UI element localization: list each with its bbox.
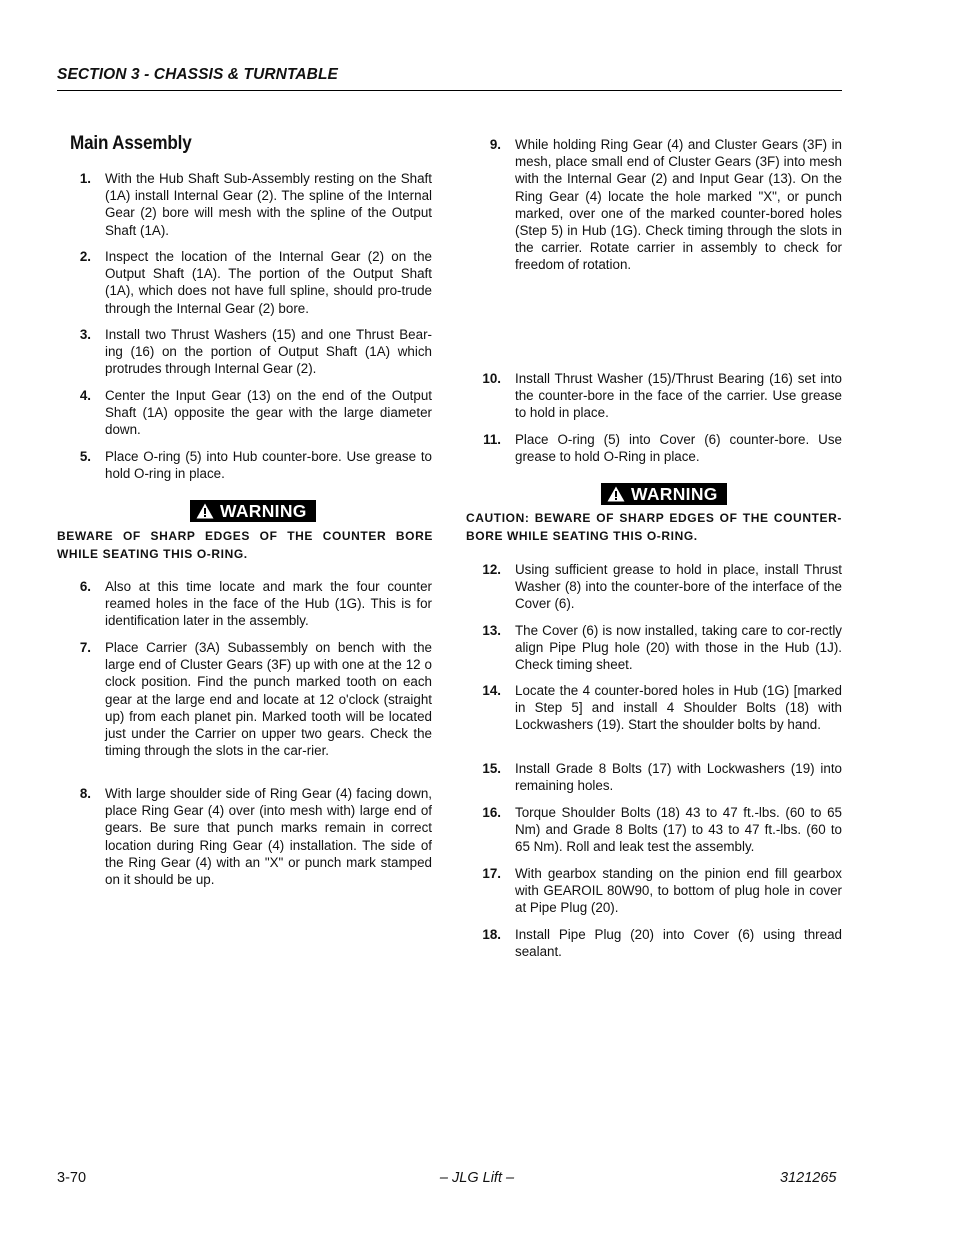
page-title: Main Assembly (70, 133, 192, 154)
step-number: 17. (482, 866, 501, 881)
step-number: 7. (79, 640, 91, 655)
step-text: Using sufficient grease to hold in place, install Thrust Washer (8) into the counter-bore of the interface of the Cover (6). (515, 562, 842, 612)
section-header (57, 66, 842, 91)
step-text: Place O-ring (5) into Cover (6) counter-bore. Use grease to hold O-Ring in place. (515, 432, 842, 465)
step-number: 18. (482, 927, 501, 942)
footer-brand: – JLG Lift – (439, 1170, 515, 1186)
step-text: Install Pipe Plug (20) into Cover (6) using thread sealant. (515, 927, 842, 960)
warning-text: BEWARE OF SHARP EDGES OF THE COUNTER BORE WHILE SEATING THIS O-RING. (57, 529, 433, 561)
step-number: 6. (79, 579, 91, 594)
step-text: While holding Ring Gear (4) and Cluster Gears (3F) in mesh, place small end of Cluster Gears (3F) into mesh with the Internal Gear (2) and Input Gear (13). On the Ring Gear (4) locate the hole marked "X", or punch marked, over one of the marked counter-bored holes (Step 5) in Hub (1G). Check timing through the slots in the carrier. Rotate carrier in assembly to check for freedom of rotation. (515, 137, 842, 273)
warning-badge (601, 483, 727, 507)
step-number: 14. (482, 683, 501, 698)
step-text: Place O-ring (5) into Hub counter-bore. Use grease to hold O-ring in place. (105, 449, 432, 482)
step-number: 13. (482, 623, 501, 638)
step-text: Install two Thrust Washers (15) and one Thrust Bear-ing (16) on the portion of Output Shaft (1A) which protrudes through Internal Gear (2). (105, 327, 432, 377)
step-number: 5. (79, 449, 91, 464)
step-text: Torque Shoulder Bolts (18) 43 to 47 ft.-lbs. (60 to 65 Nm) and Grade 8 Bolts (17) to 43 to 47 ft.-lbs. (60 to 65 Nm). Roll and leak test the assembly. (515, 805, 842, 855)
step-text: Inspect the location of the Internal Gear (2) on the Output Shaft (1A). The portion of the Output Shaft (1A), which does not have full spline, should pro-trude through the Internal Gear (2) bore. (105, 249, 432, 316)
warning-badge (190, 500, 316, 524)
document-number: 3121265 (780, 1170, 837, 1186)
step-text: The Cover (6) is now installed, taking care to cor-rectly align Pipe Plug hole (20) with those in the Hub (1J). Check timing sheet. (515, 623, 842, 673)
step-number: 3. (79, 327, 91, 342)
step-number: 8. (79, 786, 91, 801)
step-text: With large shoulder side of Ring Gear (4) facing down, place Ring Gear (4) over (into mesh with) large end of gears. Be sure that punch marks remain in correct location during Ring Gear (4) installation. The side of the Ring Gear (4) with an "X" or punch mark stamped on it should be up. (105, 786, 432, 888)
section-title: SECTION 3 - CHASSIS & TURNTABLE (57, 66, 338, 83)
step-text: Center the Input Gear (13) on the end of the Output Shaft (1A) opposite the gear with the large diameter down. (105, 388, 432, 438)
step-text: Locate the 4 counter-bored holes in Hub (1G) [marked in Step 5] and install 4 Shoulder Bolts (18) with Lockwashers (19). Start the shoulder bolts by hand. (515, 683, 842, 733)
page-number: 3-70 (57, 1170, 87, 1186)
step-number: 4. (79, 388, 91, 403)
step-text: With the Hub Shaft Sub-Assembly resting on the Shaft (1A) install Internal Gear (2). The spline of the Internal Gear (2) bore will mesh with the spline of the Output Shaft (1A). (105, 171, 432, 238)
step-number: 9. (489, 137, 501, 152)
step-text: Place Carrier (3A) Subassembly on bench with the large end of Cluster Gears (3F) up with one at the 12 o clock position. Find the punch marked tooth on each gear at the large end and locate at 12 o'clock (straight up) from each planet pin. Marked tooth will be located just under the Carrier on upper two gears. Check the timing through the slots in the car-rier. (105, 640, 432, 759)
step-number: 2. (79, 249, 91, 264)
step-number: 10. (482, 371, 501, 386)
step-number: 16. (482, 805, 501, 820)
warning-label: WARNING (220, 500, 307, 521)
step-text: Also at this time locate and mark the four counter reamed holes in the face of the Hub (1G). This is for identification later in the assembly. (105, 579, 432, 629)
warning-triangle-icon (196, 503, 214, 519)
step-number: 1. (79, 171, 91, 186)
step-text: Install Grade 8 Bolts (17) with Lockwashers (19) into remaining holes. (515, 761, 842, 794)
step-text: With gearbox standing on the pinion end fill gearbox with GEAROIL 80W90, to bottom of plug hole in cover at Pipe Plug (20). (515, 866, 842, 916)
warning-label: WARNING (631, 483, 718, 504)
step-number: 15. (482, 761, 501, 776)
warning-text: CAUTION: BEWARE OF SHARP EDGES OF THE COUNTER-BORE WHILE SEATING THIS O-RING. (466, 511, 842, 543)
warning-triangle-icon (607, 486, 625, 502)
step-text: Install Thrust Washer (15)/Thrust Bearing (16) set into the counter-bore in the face of the carrier. Use grease to hold in place. (515, 371, 842, 421)
step-number: 11. (483, 432, 501, 447)
step-number: 12. (482, 562, 501, 577)
